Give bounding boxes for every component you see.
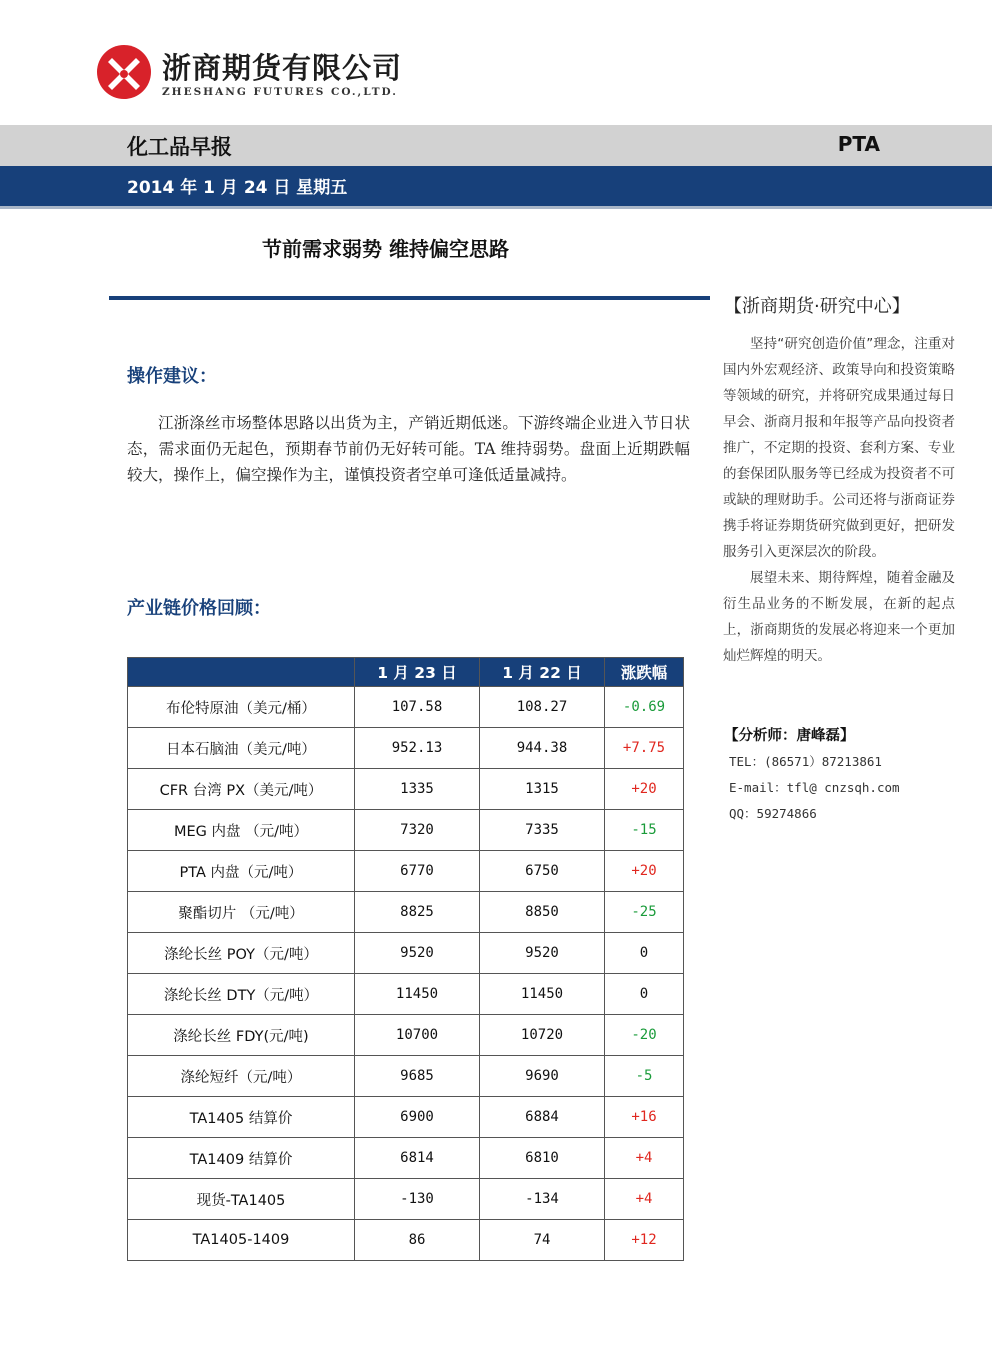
row-date1-cell: 86 (355, 1220, 480, 1261)
row-date2-cell: 6810 (480, 1138, 605, 1179)
analyst-title: 【分析师：唐峰磊】 (724, 728, 855, 744)
row-change-cell: +4 (605, 1138, 684, 1179)
row-date2-cell: 6884 (480, 1097, 605, 1138)
table-row (128, 974, 684, 1015)
research-center-paragraph: 坚持“研究创造价值”理念，注重对国内外宏观经济、政策导向和投资策略等领域的研究，并将研究成果通过每日早会、浙商月报和年报等产品向投资者推广，不定期的投资、套利方案、专业的套保团队服务等已经成为投资者不可或缺的理财助手。公司还将与浙商证券携手将证券期货研究做到更好，把研发服务引入更深层次的阶段。 (723, 336, 955, 560)
row-date1-cell: 7320 (355, 810, 480, 851)
table-row (128, 1179, 684, 1220)
row-date1-cell: -130 (355, 1179, 480, 1220)
row-date1-cell: 6900 (355, 1097, 480, 1138)
row-date1-cell: 9685 (355, 1056, 480, 1097)
row-name-cell: 布伦特原油（美元/桶） (128, 687, 355, 728)
table-row (128, 769, 684, 810)
analyst-tel: TEL：(86571）87213861 (729, 754, 882, 769)
zheshang-logo-icon (96, 44, 152, 100)
row-date2-cell: 11450 (480, 974, 605, 1015)
price-review-heading: 产业链价格回顾： (127, 598, 271, 619)
row-name-cell: TA1409 结算价 (128, 1138, 355, 1179)
table-header-row (128, 658, 684, 687)
row-date2-cell: 10720 (480, 1015, 605, 1056)
research-center-title: 【浙商期货·研究中心】 (724, 296, 910, 317)
headline-divider (109, 296, 710, 300)
row-change-cell: 0 (605, 933, 684, 974)
table-row (128, 1015, 684, 1056)
row-change-cell: +7.75 (605, 728, 684, 769)
analyst-email[interactable]: E-mail：tfl@ cnzsqh.com (729, 780, 900, 795)
row-name-cell: 现货-TA1405 (128, 1179, 355, 1220)
row-date2-cell: 7335 (480, 810, 605, 851)
row-date2-cell: 9520 (480, 933, 605, 974)
date-band (0, 166, 992, 209)
research-center-paragraph: 展望未来、期待辉煌，随着金融及衍生品业务的不断发展，在新的起点上，浙商期货的发展必将迎来一个更加灿烂辉煌的明天。 (723, 570, 955, 664)
table-row (128, 1056, 684, 1097)
price-table-body (128, 687, 684, 1261)
row-date2-cell: 8850 (480, 892, 605, 933)
company-name-cn: 浙商期货有限公司 (162, 51, 403, 85)
col-header-item (128, 658, 355, 687)
row-name-cell: 涤纶短纤（元/吨） (128, 1056, 355, 1097)
row-date1-cell: 6770 (355, 851, 480, 892)
row-change-cell: -20 (605, 1015, 684, 1056)
row-date2-cell: 108.27 (480, 687, 605, 728)
row-change-cell: 0 (605, 974, 684, 1015)
table-row (128, 892, 684, 933)
report-date: 2014 年 1 月 24 日 星期五 (127, 178, 348, 198)
analyst-qq: QQ：59274866 (729, 806, 817, 821)
row-date1-cell: 9520 (355, 933, 480, 974)
row-change-cell: +16 (605, 1097, 684, 1138)
table-row (128, 1097, 684, 1138)
row-date1-cell: 107.58 (355, 687, 480, 728)
advice-text: 江浙涤丝市场整体思路以出货为主，产销近期低迷。下游终端企业进入节日状态，需求面仍无起色，预期春节前仍无好转可能。TA 维持弱势。盘面上近期跌幅较大，操作上，偏空操作为主，谨慎投资者空单可逢低适量减持。 (127, 414, 690, 484)
col-header-change: 涨跌幅 (605, 658, 684, 687)
table-row (128, 687, 684, 728)
col-header-date2: 1 月 22 日 (480, 658, 605, 687)
row-date2-cell: 6750 (480, 851, 605, 892)
row-change-cell: -5 (605, 1056, 684, 1097)
advice-heading: 操作建议： (127, 366, 217, 387)
price-table (127, 657, 684, 1261)
company-logo (96, 44, 403, 108)
row-name-cell: 涤纶长丝 POY（元/吨） (128, 933, 355, 974)
company-name-en: ZHESHANG FUTURES CO.,LTD. (162, 86, 398, 98)
row-name-cell: 日本石脑油（美元/吨） (128, 728, 355, 769)
headline: 节前需求弱势 维持偏空思路 (262, 237, 509, 261)
col-header-date1: 1 月 23 日 (355, 658, 480, 687)
table-row (128, 933, 684, 974)
table-row (128, 851, 684, 892)
row-change-cell: -15 (605, 810, 684, 851)
report-type-band (0, 125, 992, 166)
row-change-cell: +4 (605, 1179, 684, 1220)
row-name-cell: CFR 台湾 PX（美元/吨） (128, 769, 355, 810)
row-name-cell: 涤纶长丝 FDY(元/吨) (128, 1015, 355, 1056)
table-row (128, 1220, 684, 1261)
row-name-cell: TA1405 结算价 (128, 1097, 355, 1138)
row-name-cell: 聚酯切片 （元/吨） (128, 892, 355, 933)
row-date1-cell: 11450 (355, 974, 480, 1015)
table-row (128, 810, 684, 851)
row-date2-cell: 1315 (480, 769, 605, 810)
row-date2-cell: 74 (480, 1220, 605, 1261)
row-change-cell: +20 (605, 851, 684, 892)
row-date1-cell: 952.13 (355, 728, 480, 769)
table-row (128, 728, 684, 769)
row-change-cell: -25 (605, 892, 684, 933)
row-name-cell: PTA 内盘（元/吨） (128, 851, 355, 892)
row-date2-cell: 9690 (480, 1056, 605, 1097)
row-change-cell: +12 (605, 1220, 684, 1261)
table-row (128, 1138, 684, 1179)
row-name-cell: 涤纶长丝 DTY（元/吨） (128, 974, 355, 1015)
research-center-text (723, 331, 955, 669)
product-code: PTA (837, 132, 880, 156)
row-date2-cell: 944.38 (480, 728, 605, 769)
row-date2-cell: -134 (480, 1179, 605, 1220)
row-date1-cell: 1335 (355, 769, 480, 810)
row-name-cell: TA1405-1409 (128, 1220, 355, 1261)
row-date1-cell: 6814 (355, 1138, 480, 1179)
report-type: 化工品早报 (127, 135, 232, 159)
row-change-cell: +20 (605, 769, 684, 810)
row-change-cell: -0.69 (605, 687, 684, 728)
row-date1-cell: 8825 (355, 892, 480, 933)
row-date1-cell: 10700 (355, 1015, 480, 1056)
row-name-cell: MEG 内盘 （元/吨） (128, 810, 355, 851)
